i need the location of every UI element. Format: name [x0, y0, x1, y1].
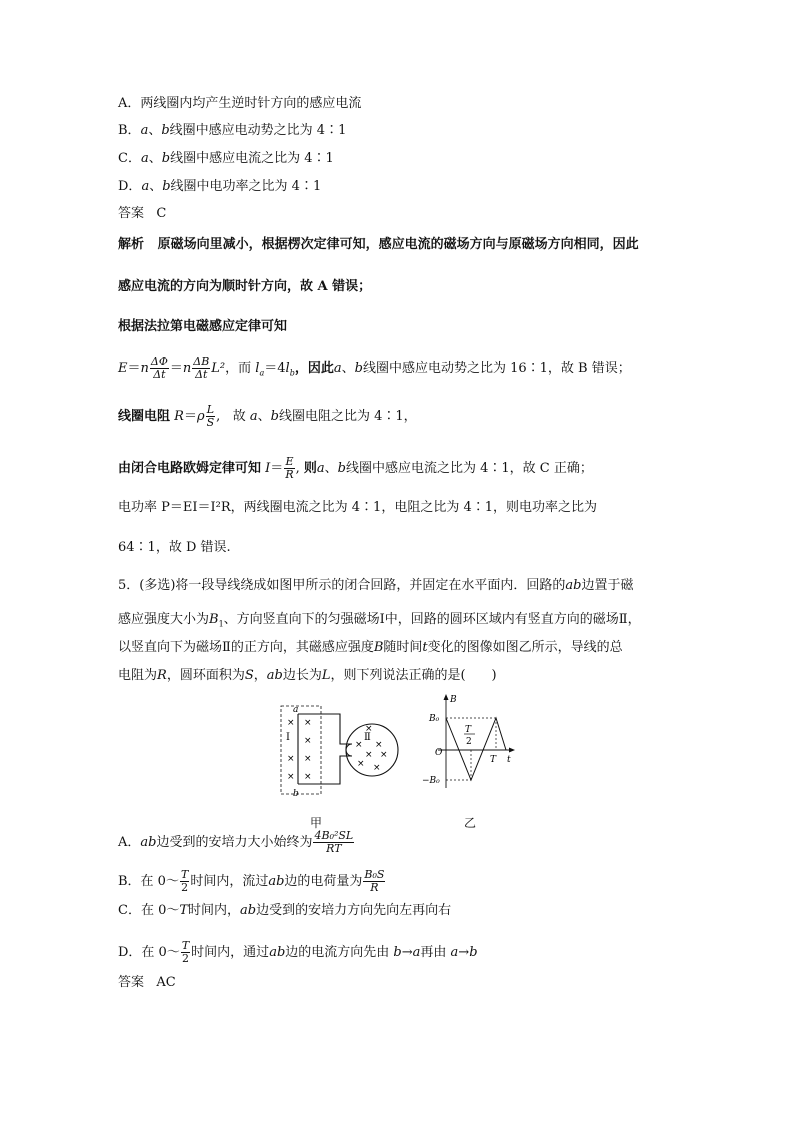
- sub-a: a: [259, 368, 265, 378]
- text: 5．(多选)将一段导线绕成如图甲所示的闭合回路，并固定在水平面内．回路的: [118, 578, 566, 593]
- text: 随时间: [383, 640, 423, 655]
- cross: ×: [380, 750, 388, 760]
- den: R: [285, 468, 294, 481]
- var-S: S: [244, 668, 254, 683]
- var-b: b: [270, 409, 279, 424]
- option-label: B．在 0～: [118, 874, 179, 889]
- var-B1: B: [209, 612, 219, 627]
- var-a: a: [333, 361, 342, 376]
- text: 时间内，: [188, 903, 241, 918]
- var-R: R: [157, 668, 167, 683]
- var-ab: ab: [140, 835, 157, 850]
- var-n: n: [140, 361, 149, 376]
- var-T: T: [179, 903, 189, 918]
- cross: ×: [365, 724, 373, 734]
- analysis-line-2: 感应电流的方向为顺时针方向，故 A 错误；: [118, 279, 372, 294]
- text: 线圈中感应电动势之比为 16∶1，故 B 错误；: [362, 361, 631, 376]
- q5-stem-3: [118, 640, 623, 656]
- var-l: l: [255, 361, 260, 376]
- label-a: a: [293, 705, 299, 715]
- text: 时间内，通过: [191, 945, 270, 960]
- var-ab: ab: [565, 578, 582, 593]
- cross: ×: [287, 718, 295, 728]
- q5-answer: [118, 975, 176, 991]
- sub-b: b: [289, 368, 295, 378]
- var-b: b: [161, 151, 171, 166]
- label-origin: O: [435, 748, 443, 758]
- num: T: [181, 939, 190, 952]
- den: 2: [182, 952, 189, 965]
- analysis-line-3: 根据法拉第电磁感应定律可知: [118, 319, 288, 334]
- q4-option-a: A．两线圈内均产生逆时针方向的感应电流: [118, 96, 362, 111]
- label-neg-B0: −B₀: [422, 776, 440, 786]
- text: ，: [253, 668, 267, 683]
- label-t: t: [507, 755, 511, 765]
- answer-value: AC: [156, 975, 176, 990]
- label-B: B: [450, 695, 457, 705]
- den: RT: [326, 842, 342, 855]
- figure-yi-graph: [418, 692, 518, 792]
- var-I: I: [265, 461, 271, 476]
- cross: ×: [304, 718, 312, 728]
- sep: 、: [148, 151, 162, 166]
- fraction-dphi-dt: [150, 356, 169, 381]
- den: S: [206, 416, 215, 429]
- text: 线圈电阻之比为 4∶1，: [278, 409, 417, 424]
- cross: ×: [357, 759, 365, 769]
- var-b: b: [337, 461, 346, 476]
- var-b: b: [162, 179, 171, 194]
- fraction-force: [313, 830, 354, 855]
- cross: ×: [304, 754, 312, 764]
- text: 边长为: [282, 668, 322, 683]
- label-b: b: [293, 789, 299, 799]
- num: T: [180, 868, 189, 881]
- option-text: 线圈中感应电动势之比为 4∶1: [169, 123, 347, 138]
- var-a: a: [249, 409, 258, 424]
- text: 边的电流方向先由: [285, 945, 390, 960]
- analysis-label: 解析: [118, 237, 145, 252]
- den: 2: [181, 881, 189, 894]
- direction-ba: b→a: [393, 945, 421, 960]
- text: 由闭合电路欧姆定律可知: [118, 461, 262, 476]
- var-n: n: [182, 361, 192, 376]
- analysis-line-6: 由闭合电路欧姆定律可知 I＝ $\frac{E}{R}$ , 则a、b线圈中感应电流之比为 4∶1，故 C 正确；: [118, 455, 593, 481]
- text: 时间内，流过: [190, 874, 269, 889]
- eq: ＝: [127, 361, 141, 376]
- option-label: C．: [118, 151, 141, 166]
- figure-yi-caption: 乙: [464, 816, 477, 830]
- num: L: [206, 403, 215, 416]
- q5-stem-4: [118, 668, 497, 684]
- text: 变化的图像如图乙所示，导线的总: [427, 640, 623, 655]
- var-b: b: [354, 361, 363, 376]
- cross: ×: [304, 736, 312, 746]
- figure-jia-circuit: [278, 700, 408, 805]
- label-T2-den: 2: [466, 737, 472, 747]
- num: ΔB: [193, 355, 210, 368]
- answer-value: C: [156, 206, 167, 221]
- cross: ×: [355, 740, 363, 750]
- option-label: B．: [118, 123, 141, 138]
- label-field-I: Ⅰ: [286, 732, 290, 743]
- answer-label: 答案: [118, 206, 145, 221]
- var-a: a: [316, 461, 325, 476]
- fraction-t-half: [181, 940, 190, 965]
- var-ab: ab: [240, 903, 257, 918]
- eq: ＝: [169, 361, 183, 376]
- text: 则: [303, 461, 317, 476]
- text: 再由: [420, 945, 447, 960]
- fraction-e-r: [284, 456, 294, 481]
- fraction-charge: [363, 869, 385, 894]
- q4-option-c: [118, 151, 334, 167]
- num: E: [285, 455, 294, 468]
- field-I-crosses: [287, 718, 312, 782]
- sep: 、: [148, 123, 162, 138]
- b-axis-arrow: [444, 694, 449, 700]
- eq: ＝4: [264, 361, 286, 376]
- sep: 、: [149, 179, 163, 194]
- q5-option-c: [118, 903, 451, 919]
- answer-label: 答案: [118, 975, 145, 990]
- text: 以竖直向下为磁场Ⅱ的正方向，其磁感应强度: [118, 640, 374, 655]
- text: 线圈电阻: [118, 409, 171, 424]
- text: 线圈中感应电流之比为 4∶1，故 C 正确；: [346, 461, 593, 476]
- q5-option-d: [118, 940, 478, 965]
- option-text: 线圈中感应电流之比为 4∶1: [170, 151, 334, 166]
- q5-option-b: [118, 869, 386, 894]
- t-axis-arrow: [509, 748, 515, 753]
- var-b: b: [161, 123, 170, 138]
- fraction-l-s: [206, 404, 216, 429]
- option-label: A．: [118, 835, 141, 850]
- var-a: a: [140, 123, 149, 138]
- option-label: D．: [118, 179, 142, 194]
- var-rho: ρ: [196, 409, 205, 424]
- num: B₀S: [364, 868, 385, 881]
- eq: ＝: [270, 461, 284, 476]
- var-ab: ab: [268, 874, 285, 889]
- analysis-line-8: 64∶1，故 D 错误.: [118, 540, 231, 555]
- q4-option-d: [118, 179, 321, 195]
- q5-stem-2: [118, 612, 641, 633]
- text: 、方向竖直向下的匀强磁场Ⅰ中，回路的圆环区域内有竖直方向的磁场Ⅱ，: [223, 612, 641, 627]
- den: Δt: [195, 368, 208, 381]
- var-L2: L²: [211, 361, 226, 376]
- var-a: a: [141, 179, 150, 194]
- var-E: E: [118, 361, 128, 376]
- den: R: [370, 881, 379, 894]
- q5-option-a: [118, 830, 355, 855]
- option-label: C．在 0～: [118, 903, 180, 918]
- var-R: R: [174, 409, 184, 424]
- cross: ×: [304, 772, 312, 782]
- sub-1: 1: [218, 619, 224, 629]
- text: ，圆环面积为: [166, 668, 245, 683]
- q4-option-b: [118, 123, 346, 139]
- label-T: T: [490, 755, 497, 765]
- option-text: 线圈中电功率之比为 4∶1: [170, 179, 322, 194]
- var-ab: ab: [269, 945, 286, 960]
- analysis-line-4: E＝n $\frac{\Delta\Phi}{\Delta t}$ ＝n $\frac{\Delta B}{\Delta t}$ L²，而 $l_a=4l_b$，因此a、b线圈中感应电动势之比为 16∶1，故 B 错误；: [118, 355, 631, 381]
- cross: ×: [287, 754, 295, 764]
- q4-answer: [118, 206, 166, 222]
- fraction-t-half: [180, 869, 189, 894]
- num: 4B₀²SL: [314, 829, 354, 842]
- analysis-text: 原磁场向里减小，根据楞次定律可知，感应电流的磁场方向与原磁场方向相同，因此: [157, 237, 639, 252]
- analysis-line-7: 电功率 P＝EI＝I²R，两线圈电流之比为 4∶1，电阻之比为 4∶1，则电功率之比为: [118, 500, 597, 515]
- var-t: t: [422, 640, 428, 655]
- fraction-db-dt: [192, 356, 210, 381]
- text: ，则下列说法正确的是( ): [330, 668, 497, 683]
- analysis-line-1: [118, 237, 639, 253]
- num: ΔΦ: [150, 355, 168, 368]
- text: 边受到的安培力方向先向左再向右: [256, 903, 452, 918]
- wire-neck: [346, 744, 352, 756]
- text: 边的电荷量为: [284, 874, 363, 889]
- var-a: a: [140, 151, 149, 166]
- var-L: L: [321, 668, 331, 683]
- text: 感应强度大小为: [118, 612, 210, 627]
- eq: ＝: [183, 409, 197, 424]
- text: 边受到的安培力大小始终为: [156, 835, 313, 850]
- cross: ×: [365, 750, 373, 760]
- den: Δt: [153, 368, 166, 381]
- figure-jia-caption: 甲: [310, 816, 323, 830]
- field-II-crosses: [355, 724, 388, 773]
- cross: ×: [373, 763, 381, 773]
- b-t-curve: [446, 718, 506, 780]
- text: 边置于磁: [581, 578, 634, 593]
- text: ，因此: [294, 361, 334, 376]
- var-B: B: [373, 640, 384, 655]
- text: 故: [232, 409, 246, 424]
- direction-ab: a→b: [450, 945, 478, 960]
- label-B0: B₀: [429, 714, 440, 724]
- cross: ×: [375, 740, 383, 750]
- option-label: D．在 0～: [118, 945, 180, 960]
- var-ab: ab: [266, 668, 283, 683]
- label-field-II: Ⅱ: [364, 732, 371, 743]
- label-T2-num: T: [465, 725, 472, 735]
- analysis-line-5: 线圈电阻 R＝ρ $\frac{L}{S}$ , 故 a、b线圈电阻之比为 4∶1，: [118, 403, 417, 429]
- cross: ×: [287, 772, 295, 782]
- var-l: l: [285, 361, 290, 376]
- text: 电阻为: [118, 668, 158, 683]
- q5-stem-1: [118, 578, 634, 594]
